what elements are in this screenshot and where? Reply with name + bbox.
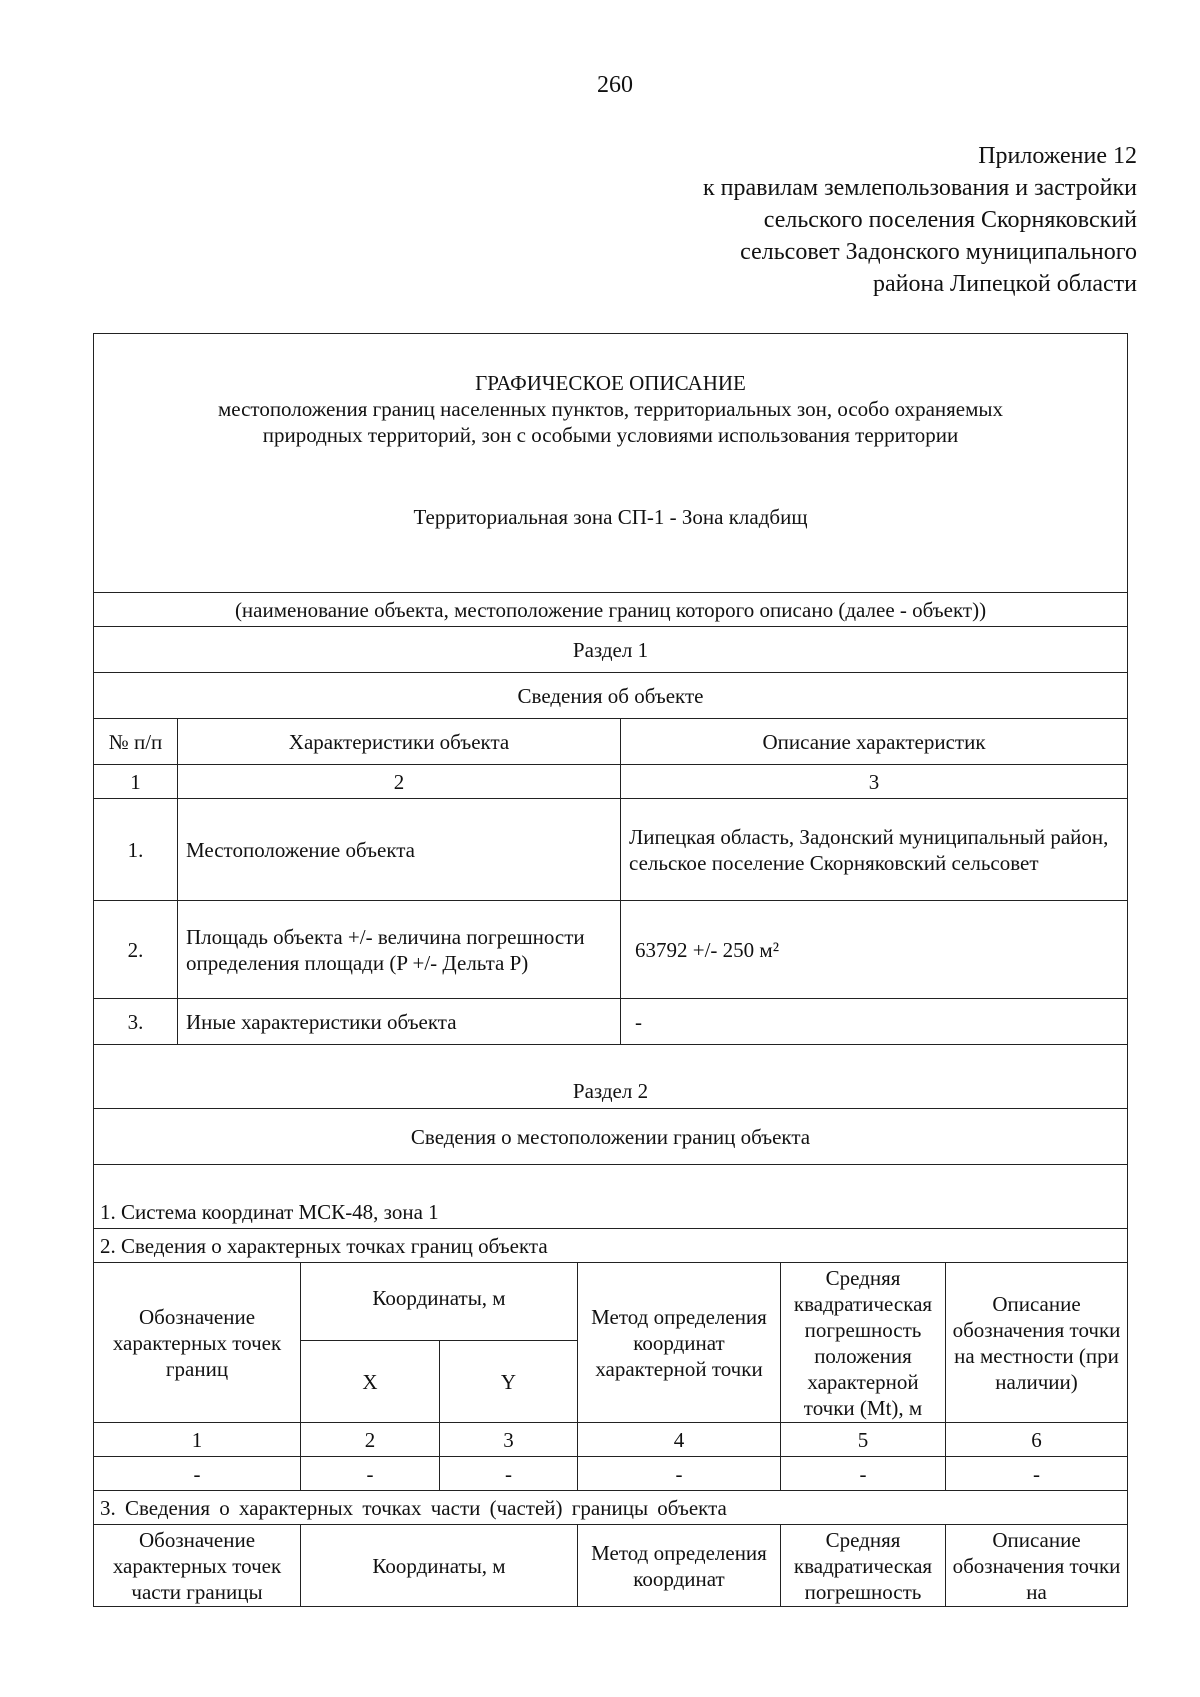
col-x: X bbox=[301, 1341, 440, 1423]
col-y: Y bbox=[440, 1341, 578, 1423]
column-header: № п/п bbox=[94, 719, 178, 765]
column-number: 3 bbox=[440, 1423, 578, 1457]
section2-title: Раздел 2 bbox=[94, 1045, 1128, 1109]
section1-title: Раздел 1 bbox=[94, 627, 1128, 673]
characteristic-value: 63792 +/- 250 м² bbox=[621, 901, 1128, 999]
column-number: 1 bbox=[94, 765, 178, 799]
col-coordinates: Координаты, м bbox=[301, 1525, 578, 1607]
section1-subtitle: Сведения об объекте bbox=[94, 673, 1128, 719]
column-number: 3 bbox=[621, 765, 1128, 799]
appendix-line: Приложение 12 bbox=[978, 143, 1137, 169]
cell-value: - bbox=[301, 1457, 440, 1491]
column-number: 1 bbox=[94, 1423, 301, 1457]
appendix-header bbox=[703, 140, 1137, 300]
document-subtitle: природных территорий, зон с особыми условиями использования территории bbox=[262, 423, 959, 447]
col-method: Метод определения координат характерной точки bbox=[578, 1263, 781, 1423]
characteristic-name: Площадь объекта +/- величина погрешности определения площади (P +/- Дельта P) bbox=[178, 901, 621, 999]
cell-value: - bbox=[946, 1457, 1128, 1491]
object-caption: (наименование объекта, местоположение границ которого описано (далее - объект)) bbox=[94, 593, 1128, 627]
column-number: 4 bbox=[578, 1423, 781, 1457]
object-name: Территориальная зона СП-1 - Зона кладбищ bbox=[413, 505, 808, 529]
document-subtitle: местоположения границ населенных пунктов, территориальных зон, особо охраняемых bbox=[217, 397, 1004, 421]
appendix-line: сельского поселения Скорняковский bbox=[763, 207, 1137, 233]
col-method: Метод определения координат bbox=[578, 1525, 781, 1607]
col-description: Описание обозначения точки на bbox=[946, 1525, 1128, 1607]
col-error: Средняя квадратическая погрешность bbox=[781, 1525, 946, 1607]
col-description: Описание обозначения точки на местности (при наличии) bbox=[946, 1263, 1128, 1423]
col-designation: Обозначение характерных точек части границы bbox=[94, 1525, 301, 1607]
document-title-block bbox=[94, 334, 1128, 593]
page-number: 260 bbox=[597, 72, 633, 98]
column-number: 5 bbox=[781, 1423, 946, 1457]
coordinate-system: 1. Система координат МСК-48, зона 1 bbox=[94, 1165, 1128, 1229]
characteristic-value: - bbox=[621, 999, 1128, 1045]
row-number: 2. bbox=[94, 901, 178, 999]
cell-value: - bbox=[578, 1457, 781, 1491]
table-row bbox=[94, 1457, 1128, 1491]
row-number: 3. bbox=[94, 999, 178, 1045]
characteristic-value: Липецкая область, Задонский муниципальный район, сельское поселение Скорняковский сельсовет bbox=[621, 799, 1128, 901]
characteristic-name: Местоположение объекта bbox=[178, 799, 621, 901]
document-title: ГРАФИЧЕСКОЕ ОПИСАНИЕ bbox=[475, 371, 746, 395]
parts-section-title: 3. Сведения о характерных точках части (частей) границы объекта bbox=[94, 1491, 1128, 1525]
cell-value: - bbox=[781, 1457, 946, 1491]
characteristic-name: Иные характеристики объекта bbox=[178, 999, 621, 1045]
table-row bbox=[94, 901, 1128, 999]
column-header: Характеристики объекта bbox=[178, 719, 621, 765]
appendix-line: сельсовет Задонского муниципального bbox=[740, 239, 1137, 265]
graphic-description-form bbox=[93, 333, 1127, 1607]
form-table bbox=[93, 333, 1128, 1607]
cell-value: - bbox=[440, 1457, 578, 1491]
appendix-line: к правилам землепользования и застройки bbox=[702, 175, 1137, 201]
column-header: Описание характеристик bbox=[621, 719, 1128, 765]
column-number: 2 bbox=[178, 765, 621, 799]
cell-value: - bbox=[94, 1457, 301, 1491]
section2-subtitle: Сведения о местоположении границ объекта bbox=[94, 1109, 1128, 1165]
points-section-title: 2. Сведения о характерных точках границ объекта bbox=[94, 1229, 1128, 1263]
table-row bbox=[94, 799, 1128, 901]
col-error: Средняя квадратическая погрешность положения характерной точки (Mt), м bbox=[781, 1263, 946, 1423]
column-number: 2 bbox=[301, 1423, 440, 1457]
col-designation: Обозначение характерных точек границ bbox=[94, 1263, 301, 1423]
table-row bbox=[94, 999, 1128, 1045]
column-number: 6 bbox=[946, 1423, 1128, 1457]
col-coordinates: Координаты, м bbox=[301, 1263, 578, 1341]
appendix-line: района Липецкой области bbox=[873, 271, 1137, 297]
row-number: 1. bbox=[94, 799, 178, 901]
